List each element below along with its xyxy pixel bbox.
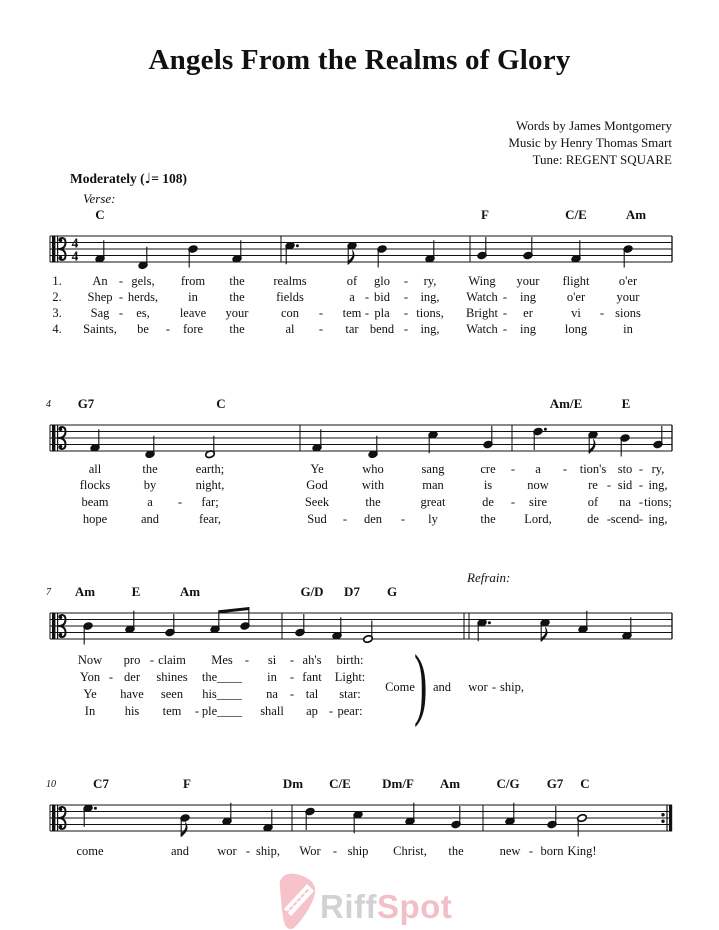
lyric-hyphen: - (332, 844, 338, 858)
lyric-token: de (587, 512, 599, 526)
lyric-token: vi (571, 306, 581, 320)
note (305, 807, 315, 830)
lyric-token: wor (468, 680, 488, 694)
lyric-token: far; (201, 495, 219, 509)
lyric-token: shall (260, 704, 284, 718)
chord-label: D7 (344, 584, 360, 599)
measure-number: 7 (46, 587, 51, 598)
lyric-token: star: (339, 687, 361, 701)
note (571, 240, 581, 263)
lyric-token: his (124, 704, 140, 718)
credit-line: Tune: REGENT SQUARE (532, 152, 672, 167)
logo-spot: Spot (376, 888, 453, 925)
lyric-token: hope (82, 512, 108, 526)
lyric-token: sid (617, 478, 633, 492)
lyric-token: night, (195, 478, 225, 492)
lyric-token: tion's (579, 462, 607, 476)
note (577, 814, 587, 837)
lyric-hyphen: - (165, 322, 171, 336)
note (83, 804, 97, 827)
quarter-note-icon: ♩ (144, 171, 152, 187)
lyric-token: your (225, 306, 249, 320)
lyric-token: of (346, 274, 358, 288)
augmentation-dot (94, 807, 97, 810)
note (90, 429, 100, 452)
lyric-token: flocks (79, 478, 111, 492)
credits (508, 117, 672, 168)
chord-label: C/E (329, 776, 351, 791)
lyric-hyphen: - (502, 290, 508, 304)
lyric-token: sire (528, 495, 548, 509)
lyric-token: and (170, 844, 190, 858)
lyric-token: con (280, 306, 300, 320)
lyric-hyphen: - (318, 306, 324, 320)
note (477, 237, 487, 260)
lyric-token: with (361, 478, 385, 492)
lyric-hyphen: - (638, 512, 644, 526)
lyric-token: a (349, 290, 355, 304)
lyric-token: Seek (304, 495, 330, 509)
lyric-hyphen: - (118, 290, 124, 304)
lyric-token: the (365, 495, 381, 509)
lyric-token: Now (77, 653, 103, 667)
note (180, 814, 190, 837)
note (222, 803, 232, 826)
lyric-hyphen: - (118, 274, 124, 288)
lyric-token: earth; (195, 462, 225, 476)
lyric-token: 4. (52, 322, 62, 336)
lyric-token: the (448, 844, 464, 858)
augmentation-dot (544, 428, 547, 431)
note (428, 430, 438, 453)
lyric-token: ly (428, 512, 438, 526)
lyric-token: God (306, 478, 328, 492)
note (210, 610, 220, 633)
lyric-token: new (499, 844, 521, 858)
lyric-token: tions; (644, 495, 672, 509)
lyric-token: fore (182, 322, 204, 336)
lyric-token: de (482, 495, 494, 509)
note (547, 806, 557, 829)
augmentation-dot (488, 621, 491, 624)
lyric-token: claim (158, 653, 186, 667)
augmentation-dot (296, 244, 299, 247)
lyric-token: born (540, 844, 564, 858)
lyric-token: ple____ (201, 704, 243, 718)
song-title: Angels From the Realms of Glory (148, 44, 571, 76)
lyric-token: Mes (211, 653, 233, 667)
pick-icon (280, 874, 316, 929)
svg-text:4: 4 (71, 248, 79, 264)
lyric-token: have (120, 687, 144, 701)
chord-label: E (621, 396, 631, 411)
chord-label: Am (625, 207, 647, 222)
note (125, 611, 135, 634)
lyric-hyphen: - (638, 478, 644, 492)
note (95, 240, 105, 263)
lyric-token: King! (567, 844, 597, 858)
lyric-token: Watch (466, 290, 498, 304)
lyric-hyphen: - (491, 680, 497, 694)
verse-label: Verse: (83, 191, 116, 206)
lyric-token: be (137, 322, 149, 336)
note (285, 241, 299, 264)
lyric-token: 3. (52, 306, 62, 320)
lyric-token: tar (345, 322, 359, 336)
lyric-hyphen: - (328, 704, 334, 718)
lyric-token: ing, (648, 478, 668, 492)
note (368, 436, 378, 459)
note (578, 611, 588, 634)
measure-number: 4 (46, 399, 51, 410)
note (405, 803, 415, 826)
chord-label: G (386, 584, 398, 599)
note (653, 426, 663, 449)
lyric-token: your (616, 290, 640, 304)
lyric-hyphen: - (149, 653, 155, 667)
lyric-token: gels, (131, 274, 155, 288)
lyric-token: in (267, 670, 277, 684)
lyric-token: pear: (337, 704, 363, 718)
chord-label: F (481, 207, 489, 222)
lyric-hyphen: - (289, 653, 295, 667)
note (477, 618, 491, 641)
lyric-token: bend (369, 322, 395, 336)
chord-label: C/E (565, 207, 587, 222)
lyric-token: Lord, (524, 512, 552, 526)
lyric-token: ing, (420, 322, 440, 336)
note (145, 436, 155, 459)
note (353, 810, 363, 833)
note (505, 803, 515, 826)
lyric-token: ah's (302, 653, 322, 667)
chord-label: C (580, 776, 590, 791)
lyric-hyphen: - (364, 306, 370, 320)
note (83, 622, 93, 645)
lyric-token: si (267, 653, 277, 667)
lyric-token: shines (156, 670, 188, 684)
lyric-token: beam (81, 495, 109, 509)
note (332, 617, 342, 640)
refrain-brace: ) (414, 640, 428, 728)
lyric-hyphen: - (562, 462, 568, 476)
chord-label: C (95, 207, 105, 222)
lyric-token: the (229, 274, 245, 288)
lyric-token: ing (520, 290, 536, 304)
lyric-token: scend (610, 512, 640, 526)
svg-text:4: 4 (71, 235, 79, 251)
lyric-hyphen: - (177, 495, 183, 509)
lyric-token: a (147, 495, 153, 509)
note (138, 247, 148, 270)
lyric-token: ry, (651, 462, 665, 476)
note (205, 436, 215, 459)
tempo-marking (70, 171, 187, 187)
lyric-token: fear, (198, 512, 222, 526)
lyric-hyphen: - (108, 670, 114, 684)
chord-label: Dm/F (382, 776, 414, 791)
measure-number: 10 (46, 779, 56, 790)
lyric-hyphen: - (194, 704, 200, 718)
chord-label: Am (74, 584, 96, 599)
lyric-token: pro (123, 653, 141, 667)
lyric-token: wor (217, 844, 237, 858)
lyric-token: pla (374, 306, 390, 320)
lyric-token: ap (306, 704, 318, 718)
note (533, 427, 547, 450)
chord-label: C (216, 396, 226, 411)
lyric-hyphen: - (245, 844, 251, 858)
note (451, 806, 461, 829)
lyric-token: den (363, 512, 383, 526)
lyric-token: the (229, 290, 245, 304)
lyric-token: In (84, 704, 96, 718)
lyric-token: tem (342, 306, 362, 320)
note (425, 240, 435, 263)
lyric-token: of (587, 495, 599, 509)
lyric-token: fields (276, 290, 304, 304)
lyric-token: in (623, 322, 633, 336)
note (363, 621, 373, 644)
note (347, 241, 357, 264)
lyric-hyphen: - (599, 306, 605, 320)
tempo-word: Moderately (70, 171, 137, 186)
chord-label: G/D (300, 584, 324, 599)
lyric-token: sto (617, 462, 633, 476)
lyric-hyphen: - (400, 512, 406, 526)
lyric-hyphen: - (403, 274, 409, 288)
lyric-token: na (266, 687, 278, 701)
chord-label: E (131, 584, 141, 599)
lyric-token: Come (385, 680, 415, 694)
lyric-token: long (564, 322, 588, 336)
lyric-token: Wing (468, 274, 496, 288)
lyric-token: in (188, 290, 198, 304)
lyric-token: o'er (566, 290, 586, 304)
lyric-token: er (523, 306, 533, 320)
note (295, 614, 305, 637)
lyric-hyphen: - (510, 495, 516, 509)
lyric-token: ry, (423, 274, 437, 288)
beam (219, 607, 250, 613)
lyric-hyphen: - (289, 687, 295, 701)
note (483, 426, 493, 449)
lyric-token: man (422, 478, 444, 492)
lyric-token: leave (179, 306, 207, 320)
lyric-token: a (535, 462, 541, 476)
lyric-token: great (420, 495, 446, 509)
note (188, 245, 198, 268)
chord-label: Am (439, 776, 461, 791)
lyric-token: Ye (83, 687, 97, 701)
note (622, 617, 632, 640)
note (623, 245, 633, 268)
chord-label: G7 (546, 776, 564, 791)
lyric-hyphen: - (510, 462, 516, 476)
lyric-token: your (516, 274, 540, 288)
riffspot-logo (272, 872, 472, 930)
lyric-token: and (140, 512, 160, 526)
lyric-token: tem (162, 704, 182, 718)
lyric-token: tal (305, 687, 319, 701)
lyric-hyphen: - (403, 322, 409, 336)
lyric-hyphen: - (244, 653, 250, 667)
note (377, 245, 387, 268)
lyric-token: sions (615, 306, 641, 320)
tempo-paren: ( (136, 171, 145, 186)
lyric-token: Ye (310, 462, 324, 476)
lyric-token: the____ (201, 670, 243, 684)
refrain-label: Refrain: (467, 570, 511, 585)
lyric-token: ship, (256, 844, 280, 858)
lyric-token: by (143, 478, 157, 492)
lyric-hyphen: - (606, 512, 612, 526)
note (588, 430, 598, 453)
lyric-token: birth: (336, 653, 364, 667)
lyric-token: Bright (466, 306, 498, 320)
lyric-token: der (124, 670, 140, 684)
lyric-token: bid (374, 290, 390, 304)
lyric-hyphen: - (364, 290, 370, 304)
note (312, 429, 322, 452)
lyric-token: sang (421, 462, 445, 476)
lyric-hyphen: - (638, 495, 644, 509)
lyric-hyphen: - (342, 512, 348, 526)
note (523, 237, 533, 260)
lyric-token: the (229, 322, 245, 336)
note (165, 614, 175, 637)
lyric-token: all (88, 462, 102, 476)
lyric-token: na (619, 495, 631, 509)
logo-riff: Riff (320, 888, 377, 925)
lyric-token: re (588, 478, 598, 492)
lyric-token: who (362, 462, 384, 476)
lyric-token: o'er (618, 274, 638, 288)
note (540, 618, 550, 641)
note (620, 434, 630, 457)
lyric-token: now (527, 478, 549, 492)
lyric-token: al (285, 322, 295, 336)
lyric-hyphen: - (638, 462, 644, 476)
chord-label: F (183, 776, 191, 791)
lyric-token: from (180, 274, 206, 288)
lyric-token: is (483, 478, 493, 492)
note (263, 809, 273, 832)
lyric-token: 2. (52, 290, 62, 304)
lyric-token: ship, (500, 680, 524, 694)
lyric-token: Wor (299, 844, 321, 858)
lyric-token: Light: (334, 670, 366, 684)
tempo-value: = 108) (151, 171, 188, 186)
chord-label: Dm (282, 776, 304, 791)
lyric-token: An (92, 274, 108, 288)
lyric-token: come (76, 844, 104, 858)
chord-label: C7 (93, 776, 109, 791)
credit-line: Words by James Montgomery (515, 118, 672, 133)
lyric-token: ing (520, 322, 536, 336)
lyric-token: ing, (420, 290, 440, 304)
credit-line: Music by Henry Thomas Smart (508, 135, 672, 150)
lyric-token: ship (347, 844, 369, 858)
lyric-token: Saints, (83, 322, 117, 336)
lyric-token: his____ (202, 687, 242, 701)
lyric-token: and (432, 680, 452, 694)
lyric-hyphen: - (403, 306, 409, 320)
time-signature (72, 236, 79, 264)
lyric-token: herds, (127, 290, 159, 304)
lyric-hyphen: - (318, 322, 324, 336)
chord-label: Am/E (549, 396, 583, 411)
lyric-token: Christ, (393, 844, 427, 858)
lyric-token: the (142, 462, 158, 476)
lyric-token: Yon (79, 670, 101, 684)
chord-label: C/G (496, 776, 520, 791)
lyric-token: Watch (466, 322, 498, 336)
lyric-token: ing, (648, 512, 668, 526)
lyric-token: cre (480, 462, 496, 476)
lyric-hyphen: - (606, 478, 612, 492)
lyric-token: flight (562, 274, 590, 288)
lyric-token: Sag (90, 306, 110, 320)
lyric-hyphen: - (118, 306, 124, 320)
chord-label: G7 (77, 396, 95, 411)
lyric-hyphen: - (528, 844, 534, 858)
lyric-token: es, (136, 306, 150, 320)
lyric-token: Sud (307, 512, 327, 526)
lyric-hyphen: - (502, 322, 508, 336)
lyric-hyphen: - (502, 306, 508, 320)
lyric-token: realms (273, 274, 307, 288)
logo-wordmark (320, 888, 452, 925)
lyric-hyphen: - (289, 670, 295, 684)
lyric-token: fant (302, 670, 322, 684)
lyric-hyphen: - (403, 290, 409, 304)
lyric-token: tions, (416, 306, 444, 320)
chord-label: Am (179, 584, 201, 599)
lyric-token: the (480, 512, 496, 526)
note (232, 240, 242, 263)
lyric-token: Shep (87, 290, 113, 304)
lyric-token: seen (160, 687, 184, 701)
lyric-token: 1. (52, 274, 62, 288)
lyric-token: glo (374, 274, 390, 288)
